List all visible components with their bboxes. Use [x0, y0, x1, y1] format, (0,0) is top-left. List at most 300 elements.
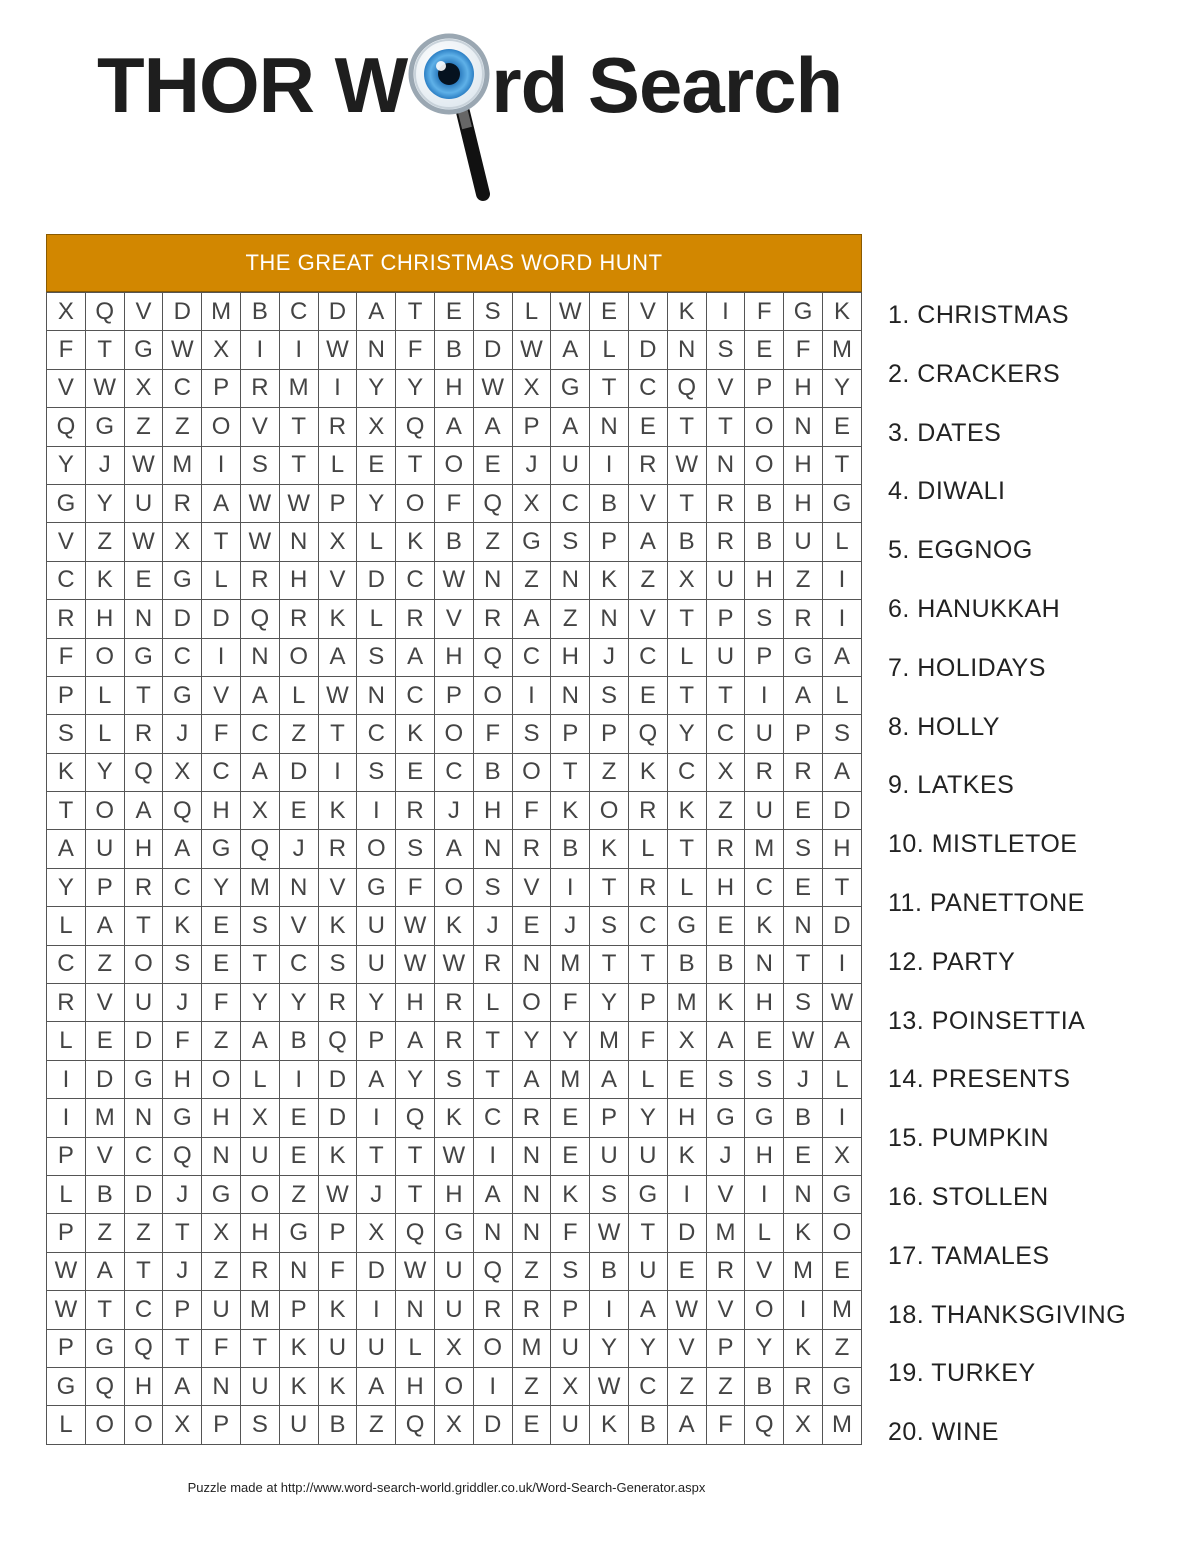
grid-cell[interactable]: U	[124, 484, 163, 522]
grid-cell[interactable]: I	[47, 1099, 86, 1137]
grid-cell[interactable]: V	[628, 293, 667, 331]
grid-cell[interactable]: R	[473, 1291, 512, 1329]
grid-cell[interactable]: D	[163, 293, 202, 331]
grid-cell[interactable]: X	[163, 523, 202, 561]
grid-cell[interactable]: R	[240, 369, 279, 407]
grid-cell[interactable]: W	[667, 446, 706, 484]
grid-cell[interactable]: W	[434, 945, 473, 983]
grid-cell[interactable]: Y	[279, 984, 318, 1022]
grid-cell[interactable]: V	[512, 868, 551, 906]
grid-cell[interactable]: V	[706, 369, 745, 407]
grid-cell[interactable]: L	[47, 1406, 86, 1444]
grid-cell[interactable]: I	[279, 331, 318, 369]
grid-cell[interactable]: R	[706, 484, 745, 522]
grid-cell[interactable]: G	[163, 561, 202, 599]
grid-cell[interactable]: M	[822, 331, 861, 369]
grid-cell[interactable]: N	[590, 408, 629, 446]
grid-cell[interactable]: L	[512, 293, 551, 331]
grid-cell[interactable]: B	[85, 1175, 124, 1213]
grid-cell[interactable]: I	[822, 1099, 861, 1137]
grid-cell[interactable]: U	[202, 1291, 241, 1329]
grid-cell[interactable]: T	[667, 484, 706, 522]
grid-cell[interactable]: L	[240, 1060, 279, 1098]
grid-cell[interactable]: A	[822, 1022, 861, 1060]
grid-cell[interactable]: W	[434, 1137, 473, 1175]
grid-cell[interactable]: D	[318, 1060, 357, 1098]
grid-cell[interactable]: G	[551, 369, 590, 407]
grid-cell[interactable]: P	[745, 638, 784, 676]
grid-cell[interactable]: K	[551, 792, 590, 830]
grid-cell[interactable]: X	[357, 408, 396, 446]
grid-cell[interactable]: Q	[163, 792, 202, 830]
grid-cell[interactable]: Z	[202, 1252, 241, 1290]
grid-cell[interactable]: M	[551, 1060, 590, 1098]
grid-cell[interactable]: V	[667, 1329, 706, 1367]
grid-cell[interactable]: F	[202, 984, 241, 1022]
grid-cell[interactable]: O	[434, 715, 473, 753]
grid-cell[interactable]: Y	[628, 1099, 667, 1137]
grid-cell[interactable]: I	[357, 1099, 396, 1137]
grid-cell[interactable]: S	[706, 331, 745, 369]
grid-cell[interactable]: X	[357, 1214, 396, 1252]
grid-cell[interactable]: H	[279, 561, 318, 599]
grid-cell[interactable]: A	[473, 408, 512, 446]
grid-cell[interactable]: I	[318, 369, 357, 407]
grid-cell[interactable]: H	[202, 1099, 241, 1137]
grid-cell[interactable]: T	[667, 408, 706, 446]
grid-cell[interactable]: K	[745, 907, 784, 945]
grid-cell[interactable]: Z	[590, 753, 629, 791]
grid-cell[interactable]: S	[163, 945, 202, 983]
grid-cell[interactable]: W	[240, 523, 279, 561]
grid-cell[interactable]: L	[822, 1060, 861, 1098]
grid-cell[interactable]: Z	[512, 1252, 551, 1290]
grid-cell[interactable]: O	[822, 1214, 861, 1252]
grid-cell[interactable]: A	[667, 1406, 706, 1444]
grid-cell[interactable]: I	[357, 1291, 396, 1329]
grid-cell[interactable]: I	[47, 1060, 86, 1098]
grid-cell[interactable]: T	[163, 1329, 202, 1367]
grid-cell[interactable]: O	[202, 1060, 241, 1098]
grid-cell[interactable]: G	[357, 868, 396, 906]
grid-cell[interactable]: K	[279, 1329, 318, 1367]
grid-cell[interactable]: K	[85, 561, 124, 599]
grid-cell[interactable]: G	[124, 638, 163, 676]
grid-cell[interactable]: H	[745, 1137, 784, 1175]
grid-cell[interactable]: M	[163, 446, 202, 484]
grid-cell[interactable]: E	[784, 1137, 823, 1175]
grid-cell[interactable]: X	[434, 1329, 473, 1367]
grid-cell[interactable]: E	[784, 868, 823, 906]
grid-cell[interactable]: U	[551, 446, 590, 484]
grid-cell[interactable]: A	[628, 1291, 667, 1329]
grid-cell[interactable]: C	[357, 715, 396, 753]
grid-cell[interactable]: J	[473, 907, 512, 945]
grid-cell[interactable]: O	[85, 1406, 124, 1444]
grid-cell[interactable]: K	[590, 1406, 629, 1444]
grid-cell[interactable]: Q	[628, 715, 667, 753]
grid-cell[interactable]: L	[667, 868, 706, 906]
grid-cell[interactable]: L	[202, 561, 241, 599]
grid-cell[interactable]: T	[279, 446, 318, 484]
grid-cell[interactable]: O	[473, 1329, 512, 1367]
grid-cell[interactable]: Z	[822, 1329, 861, 1367]
grid-cell[interactable]: S	[318, 945, 357, 983]
grid-cell[interactable]: V	[628, 600, 667, 638]
grid-cell[interactable]: B	[667, 945, 706, 983]
grid-cell[interactable]: N	[667, 331, 706, 369]
grid-cell[interactable]: F	[512, 792, 551, 830]
grid-cell[interactable]: E	[551, 1137, 590, 1175]
grid-cell[interactable]: T	[240, 945, 279, 983]
grid-cell[interactable]: D	[628, 331, 667, 369]
grid-cell[interactable]: S	[745, 1060, 784, 1098]
grid-cell[interactable]: Z	[706, 792, 745, 830]
grid-cell[interactable]: A	[85, 1252, 124, 1290]
grid-cell[interactable]: U	[706, 638, 745, 676]
grid-cell[interactable]: L	[628, 1060, 667, 1098]
grid-cell[interactable]: I	[822, 600, 861, 638]
grid-cell[interactable]: B	[434, 331, 473, 369]
grid-cell[interactable]: V	[85, 1137, 124, 1175]
grid-cell[interactable]: T	[706, 676, 745, 714]
grid-cell[interactable]: Q	[318, 1022, 357, 1060]
grid-cell[interactable]: K	[784, 1329, 823, 1367]
grid-cell[interactable]: E	[822, 408, 861, 446]
grid-cell[interactable]: I	[822, 945, 861, 983]
grid-cell[interactable]: G	[822, 1367, 861, 1405]
grid-cell[interactable]: N	[551, 561, 590, 599]
grid-cell[interactable]: D	[124, 1022, 163, 1060]
grid-cell[interactable]: A	[396, 638, 435, 676]
grid-cell[interactable]: P	[202, 369, 241, 407]
grid-cell[interactable]: P	[706, 1329, 745, 1367]
grid-cell[interactable]: A	[551, 408, 590, 446]
grid-cell[interactable]: W	[124, 446, 163, 484]
grid-cell[interactable]: N	[357, 331, 396, 369]
grid-cell[interactable]: K	[667, 293, 706, 331]
grid-cell[interactable]: L	[628, 830, 667, 868]
grid-cell[interactable]: S	[396, 830, 435, 868]
grid-cell[interactable]: M	[85, 1099, 124, 1137]
grid-cell[interactable]: E	[628, 408, 667, 446]
grid-cell[interactable]: W	[124, 523, 163, 561]
grid-cell[interactable]: W	[822, 984, 861, 1022]
grid-cell[interactable]: N	[512, 1137, 551, 1175]
grid-cell[interactable]: K	[667, 792, 706, 830]
grid-cell[interactable]: D	[318, 293, 357, 331]
grid-cell[interactable]: E	[85, 1022, 124, 1060]
grid-cell[interactable]: S	[357, 753, 396, 791]
grid-cell[interactable]: P	[745, 369, 784, 407]
grid-cell[interactable]: N	[473, 830, 512, 868]
grid-cell[interactable]: Q	[473, 638, 512, 676]
grid-cell[interactable]: H	[240, 1214, 279, 1252]
grid-cell[interactable]: U	[357, 1329, 396, 1367]
grid-cell[interactable]: W	[396, 945, 435, 983]
grid-cell[interactable]: A	[512, 600, 551, 638]
grid-cell[interactable]: N	[279, 1252, 318, 1290]
grid-cell[interactable]: V	[706, 1175, 745, 1213]
grid-cell[interactable]: R	[784, 1367, 823, 1405]
grid-cell[interactable]: O	[279, 638, 318, 676]
grid-cell[interactable]: R	[784, 753, 823, 791]
grid-cell[interactable]: S	[473, 868, 512, 906]
grid-cell[interactable]: R	[47, 600, 86, 638]
grid-cell[interactable]: C	[628, 638, 667, 676]
grid-cell[interactable]: P	[551, 715, 590, 753]
grid-cell[interactable]: P	[590, 715, 629, 753]
grid-cell[interactable]: U	[240, 1367, 279, 1405]
grid-cell[interactable]: Q	[473, 484, 512, 522]
grid-cell[interactable]: T	[667, 676, 706, 714]
grid-cell[interactable]: S	[822, 715, 861, 753]
grid-cell[interactable]: N	[473, 561, 512, 599]
grid-cell[interactable]: N	[240, 638, 279, 676]
grid-cell[interactable]: K	[47, 753, 86, 791]
grid-cell[interactable]: A	[512, 1060, 551, 1098]
grid-cell[interactable]: A	[202, 484, 241, 522]
grid-cell[interactable]: T	[784, 945, 823, 983]
grid-cell[interactable]: G	[512, 523, 551, 561]
grid-cell[interactable]: M	[240, 868, 279, 906]
grid-cell[interactable]: T	[590, 868, 629, 906]
grid-cell[interactable]: H	[124, 830, 163, 868]
grid-cell[interactable]: Y	[85, 484, 124, 522]
grid-cell[interactable]: C	[628, 369, 667, 407]
grid-cell[interactable]: L	[473, 984, 512, 1022]
grid-cell[interactable]: N	[784, 408, 823, 446]
grid-cell[interactable]: C	[396, 561, 435, 599]
grid-cell[interactable]: M	[590, 1022, 629, 1060]
grid-cell[interactable]: E	[124, 561, 163, 599]
grid-cell[interactable]: B	[434, 523, 473, 561]
grid-cell[interactable]: Y	[202, 868, 241, 906]
grid-cell[interactable]: I	[590, 1291, 629, 1329]
grid-cell[interactable]: R	[396, 792, 435, 830]
grid-cell[interactable]: I	[667, 1175, 706, 1213]
grid-cell[interactable]: W	[240, 484, 279, 522]
grid-cell[interactable]: R	[434, 1022, 473, 1060]
grid-cell[interactable]: T	[473, 1022, 512, 1060]
grid-cell[interactable]: Y	[551, 1022, 590, 1060]
grid-cell[interactable]: J	[279, 830, 318, 868]
grid-cell[interactable]: S	[784, 830, 823, 868]
grid-cell[interactable]: T	[124, 676, 163, 714]
grid-cell[interactable]: E	[667, 1060, 706, 1098]
grid-cell[interactable]: L	[357, 600, 396, 638]
grid-cell[interactable]: H	[434, 1175, 473, 1213]
grid-cell[interactable]: F	[551, 984, 590, 1022]
grid-cell[interactable]: O	[85, 638, 124, 676]
grid-cell[interactable]: K	[551, 1175, 590, 1213]
grid-cell[interactable]: T	[240, 1329, 279, 1367]
grid-cell[interactable]: E	[396, 753, 435, 791]
grid-cell[interactable]: D	[279, 753, 318, 791]
grid-cell[interactable]: T	[318, 715, 357, 753]
grid-cell[interactable]: H	[163, 1060, 202, 1098]
grid-cell[interactable]: U	[318, 1329, 357, 1367]
grid-cell[interactable]: F	[47, 331, 86, 369]
grid-cell[interactable]: C	[124, 1291, 163, 1329]
grid-cell[interactable]: N	[279, 523, 318, 561]
grid-cell[interactable]: P	[47, 1137, 86, 1175]
grid-cell[interactable]: T	[85, 331, 124, 369]
grid-cell[interactable]: W	[590, 1214, 629, 1252]
grid-cell[interactable]: C	[163, 369, 202, 407]
grid-cell[interactable]: T	[473, 1060, 512, 1098]
grid-cell[interactable]: Q	[240, 830, 279, 868]
grid-cell[interactable]: K	[590, 830, 629, 868]
grid-cell[interactable]: G	[85, 408, 124, 446]
grid-cell[interactable]: F	[434, 484, 473, 522]
grid-cell[interactable]: V	[434, 600, 473, 638]
grid-cell[interactable]: R	[473, 945, 512, 983]
grid-cell[interactable]: R	[512, 830, 551, 868]
grid-cell[interactable]: L	[357, 523, 396, 561]
grid-cell[interactable]: H	[434, 638, 473, 676]
grid-cell[interactable]: X	[124, 369, 163, 407]
grid-cell[interactable]: Z	[202, 1022, 241, 1060]
grid-cell[interactable]: W	[667, 1291, 706, 1329]
grid-cell[interactable]: E	[202, 907, 241, 945]
grid-cell[interactable]: O	[434, 1367, 473, 1405]
grid-cell[interactable]: C	[551, 484, 590, 522]
grid-cell[interactable]: R	[396, 600, 435, 638]
grid-cell[interactable]: A	[434, 830, 473, 868]
grid-cell[interactable]: T	[590, 369, 629, 407]
grid-cell[interactable]: T	[706, 408, 745, 446]
grid-cell[interactable]: E	[512, 907, 551, 945]
grid-cell[interactable]: W	[318, 676, 357, 714]
grid-cell[interactable]: C	[628, 1367, 667, 1405]
grid-cell[interactable]: R	[628, 868, 667, 906]
grid-cell[interactable]: P	[318, 484, 357, 522]
grid-cell[interactable]: I	[279, 1060, 318, 1098]
grid-cell[interactable]: K	[318, 1291, 357, 1329]
grid-cell[interactable]: N	[551, 676, 590, 714]
grid-cell[interactable]: X	[163, 753, 202, 791]
grid-cell[interactable]: V	[47, 523, 86, 561]
grid-cell[interactable]: J	[163, 1252, 202, 1290]
grid-cell[interactable]: Q	[47, 408, 86, 446]
grid-cell[interactable]: G	[822, 484, 861, 522]
grid-cell[interactable]: G	[279, 1214, 318, 1252]
grid-cell[interactable]: B	[473, 753, 512, 791]
grid-cell[interactable]: G	[47, 484, 86, 522]
grid-cell[interactable]: E	[745, 1022, 784, 1060]
grid-cell[interactable]: T	[85, 1291, 124, 1329]
grid-cell[interactable]: Z	[85, 1214, 124, 1252]
grid-cell[interactable]: R	[318, 408, 357, 446]
grid-cell[interactable]: O	[590, 792, 629, 830]
grid-cell[interactable]: R	[473, 600, 512, 638]
grid-cell[interactable]: C	[279, 293, 318, 331]
grid-cell[interactable]: W	[318, 331, 357, 369]
grid-cell[interactable]: A	[357, 1060, 396, 1098]
grid-cell[interactable]: X	[551, 1367, 590, 1405]
grid-cell[interactable]: Z	[124, 1214, 163, 1252]
grid-cell[interactable]: K	[434, 907, 473, 945]
grid-cell[interactable]: N	[124, 600, 163, 638]
grid-cell[interactable]: A	[706, 1022, 745, 1060]
grid-cell[interactable]: H	[124, 1367, 163, 1405]
grid-cell[interactable]: B	[667, 523, 706, 561]
grid-cell[interactable]: E	[667, 1252, 706, 1290]
grid-cell[interactable]: K	[628, 753, 667, 791]
grid-cell[interactable]: K	[318, 600, 357, 638]
grid-cell[interactable]: J	[85, 446, 124, 484]
grid-cell[interactable]: S	[590, 676, 629, 714]
grid-cell[interactable]: C	[47, 945, 86, 983]
grid-cell[interactable]: C	[240, 715, 279, 753]
grid-cell[interactable]: U	[551, 1329, 590, 1367]
grid-cell[interactable]: W	[551, 293, 590, 331]
grid-cell[interactable]: K	[434, 1099, 473, 1137]
grid-cell[interactable]: P	[47, 676, 86, 714]
grid-cell[interactable]: C	[512, 638, 551, 676]
grid-cell[interactable]: G	[163, 1099, 202, 1137]
grid-cell[interactable]: K	[396, 523, 435, 561]
grid-cell[interactable]: M	[240, 1291, 279, 1329]
grid-cell[interactable]: T	[396, 293, 435, 331]
grid-cell[interactable]: B	[279, 1022, 318, 1060]
grid-cell[interactable]: K	[163, 907, 202, 945]
grid-cell[interactable]: D	[357, 561, 396, 599]
grid-cell[interactable]: Z	[85, 945, 124, 983]
grid-cell[interactable]: D	[667, 1214, 706, 1252]
grid-cell[interactable]: J	[551, 907, 590, 945]
grid-cell[interactable]: Z	[357, 1406, 396, 1444]
grid-cell[interactable]: U	[357, 907, 396, 945]
grid-cell[interactable]: Y	[590, 984, 629, 1022]
grid-cell[interactable]: W	[434, 561, 473, 599]
grid-cell[interactable]: Q	[396, 1406, 435, 1444]
grid-cell[interactable]: S	[434, 1060, 473, 1098]
grid-cell[interactable]: V	[318, 868, 357, 906]
grid-cell[interactable]: H	[706, 868, 745, 906]
grid-cell[interactable]: E	[202, 945, 241, 983]
grid-cell[interactable]: Q	[85, 293, 124, 331]
grid-cell[interactable]: M	[551, 945, 590, 983]
grid-cell[interactable]: C	[279, 945, 318, 983]
grid-cell[interactable]: U	[628, 1252, 667, 1290]
grid-cell[interactable]: C	[163, 638, 202, 676]
grid-cell[interactable]: X	[667, 561, 706, 599]
grid-cell[interactable]: P	[85, 868, 124, 906]
grid-cell[interactable]: T	[628, 1214, 667, 1252]
grid-cell[interactable]: R	[279, 600, 318, 638]
grid-cell[interactable]: P	[706, 600, 745, 638]
grid-cell[interactable]: L	[279, 676, 318, 714]
grid-cell[interactable]: J	[784, 1060, 823, 1098]
grid-cell[interactable]: U	[628, 1137, 667, 1175]
grid-cell[interactable]: O	[396, 484, 435, 522]
grid-cell[interactable]: A	[473, 1175, 512, 1213]
grid-cell[interactable]: Q	[745, 1406, 784, 1444]
grid-cell[interactable]: I	[745, 1175, 784, 1213]
grid-cell[interactable]: R	[784, 600, 823, 638]
grid-cell[interactable]: O	[240, 1175, 279, 1213]
grid-cell[interactable]: D	[318, 1099, 357, 1137]
grid-cell[interactable]: T	[202, 523, 241, 561]
grid-cell[interactable]: V	[279, 907, 318, 945]
grid-cell[interactable]: I	[357, 792, 396, 830]
grid-cell[interactable]: R	[434, 984, 473, 1022]
grid-cell[interactable]: U	[279, 1406, 318, 1444]
grid-cell[interactable]: F	[47, 638, 86, 676]
grid-cell[interactable]: N	[784, 1175, 823, 1213]
